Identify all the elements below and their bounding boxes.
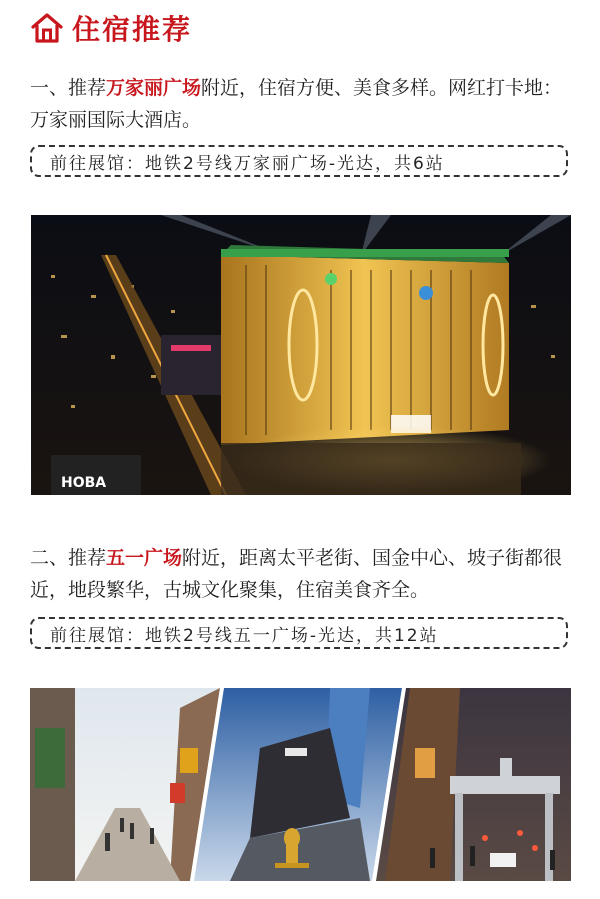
- section1-highlight: 万家丽广场: [106, 77, 202, 99]
- section2-highlight: 五一广场: [106, 547, 183, 569]
- night-street-photo: [374, 688, 571, 881]
- section2-rest: 附近，距离太平老街、国金中心、坡子街都很近，地段繁华，古城文化聚集，住宿美食齐全。: [30, 547, 563, 601]
- section2-route-box: [30, 617, 568, 649]
- section2-prefix: 二、推荐: [30, 547, 107, 569]
- section2-description: [30, 542, 575, 606]
- old-street-photo: [30, 688, 220, 881]
- hotel-night-photo: [31, 215, 571, 495]
- wuyi-photo-collage: [30, 688, 571, 881]
- section2-route-text: 前往展馆：地铁2号线五一广场-光达，共12站: [50, 625, 439, 646]
- house-icon: [30, 11, 64, 45]
- mall-photo: [192, 688, 402, 881]
- section1-description: [30, 72, 575, 136]
- section1-route-text: 前往展馆：地铁2号线万家丽广场-光达，共6站: [50, 153, 445, 174]
- section1-prefix: 一、推荐: [30, 77, 107, 99]
- hoba-sign: HOBA: [61, 475, 107, 491]
- page-title: 住宿推荐: [72, 13, 193, 46]
- section-header: [30, 8, 192, 48]
- section1-route-box: [30, 145, 568, 177]
- section1-rest: 附近，住宿方便、美食多样。网红打卡地：万家丽国际大酒店。: [30, 77, 563, 131]
